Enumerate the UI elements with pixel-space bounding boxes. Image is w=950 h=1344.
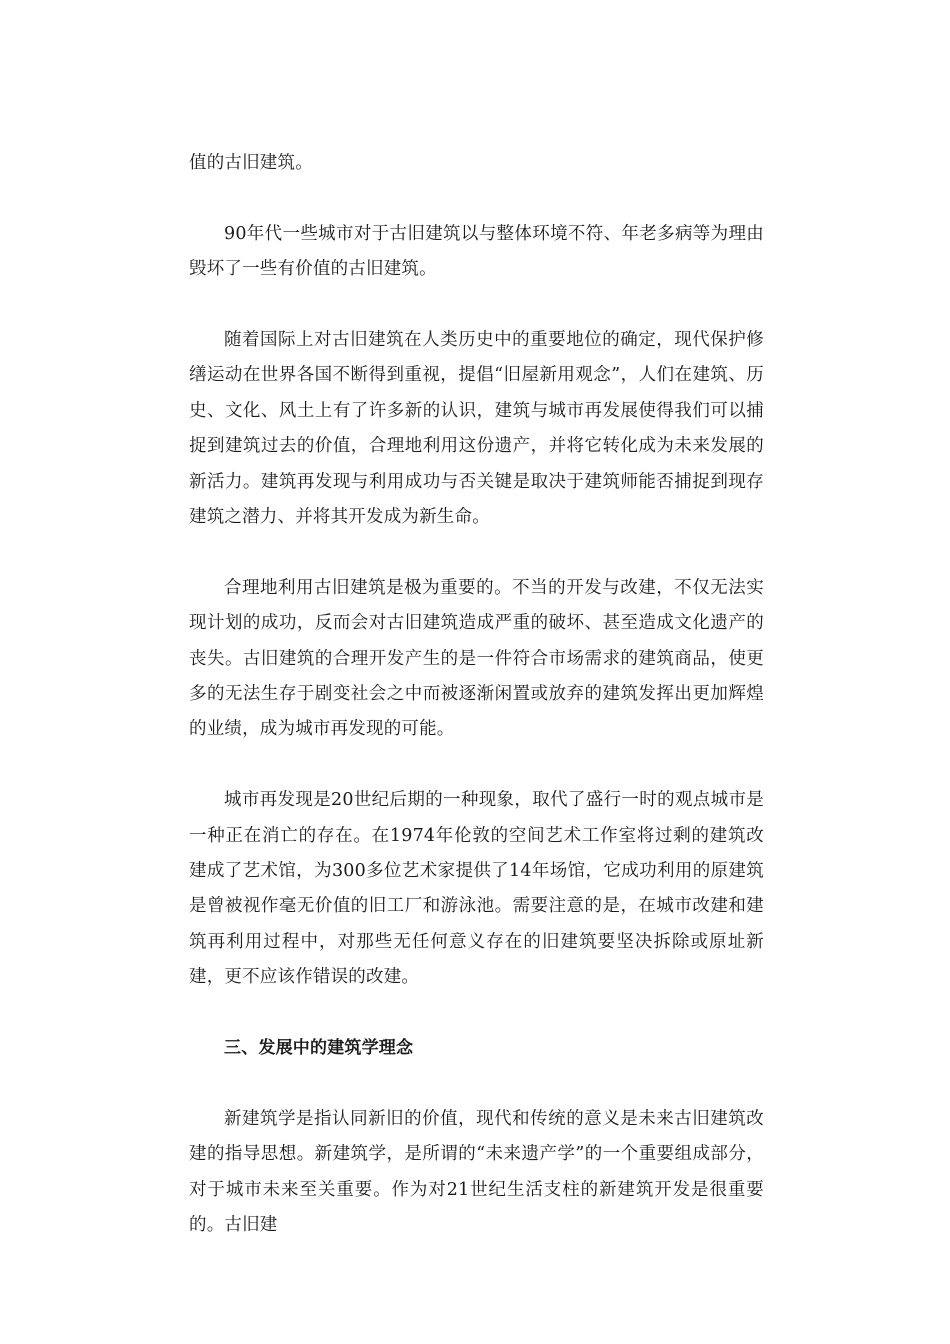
paragraph-rational-use: 合理地利用古旧建筑是极为重要的。不当的开发与改建，不仅无法实现计划的成功，反而会对古旧建筑造成严重的破坏、甚至造成文化遗产的丧失。古旧建筑的合理开发产生的是一件符合市场需求的建筑商品，使更多的无法生存于剧变社会之中而被逐渐闲置或放弃的建筑发挥出更加辉煌的业绩，成为城市再发现的可能。 (189, 577, 764, 740)
paragraph-continuation: 值的古旧建筑。 (189, 153, 313, 173)
document-body (189, 146, 764, 1279)
paragraph-90s-destruction: 90年代一些城市对于古旧建筑以与整体环境不符、年老多病等为理由毁坏了一些有价值的古旧建筑。 (189, 223, 764, 280)
paragraph-new-architecture: 新建筑学是指认同新旧的价值，现代和传统的意义是未来古旧建筑改建的指导思想。新建筑学，是所谓的“未来遗产学”的一个重要组成部分，对于城市未来至关重要。作为对21世纪生活支柱的新建筑开发是很重要的。古旧建 (189, 1108, 764, 1236)
section-heading: 三、发展中的建筑学理念 (224, 1038, 414, 1059)
paragraph-preservation-movement: 随着国际上对古旧建筑在人类历史中的重要地位的确定，现代保护修缮运动在世界各国不断得到重视，提倡“旧屋新用观念”，人们在建筑、历史、文化、风土上有了许多新的认识，建筑与城市再发展使得我们可以捕捉到建筑过去的价值，合理地利用这份遗产，并将它转化成为未来发展的新活力。建筑再发现与利用成功与否关键是取决于建筑师能否捕捉到现存建筑之潜力、并将其开发成为新生命。 (189, 330, 764, 528)
paragraph-urban-rediscovery: 城市再发现是20世纪后期的一种现象，取代了盛行一时的观点城市是一种正在消亡的存在。在1974年伦敦的空间艺术工作室将过剩的建筑改建成了艺术馆，为300多位艺术家提供了14年场馆，它成功利用的原建筑是曾被视作毫无价值的旧工厂和游泳池。需要注意的是，在城市改建和建筑再利用过程中，对那些无任何意义存在的旧建筑要坚决拆除或原址新建，更不应该作错误的改建。 (189, 790, 764, 988)
